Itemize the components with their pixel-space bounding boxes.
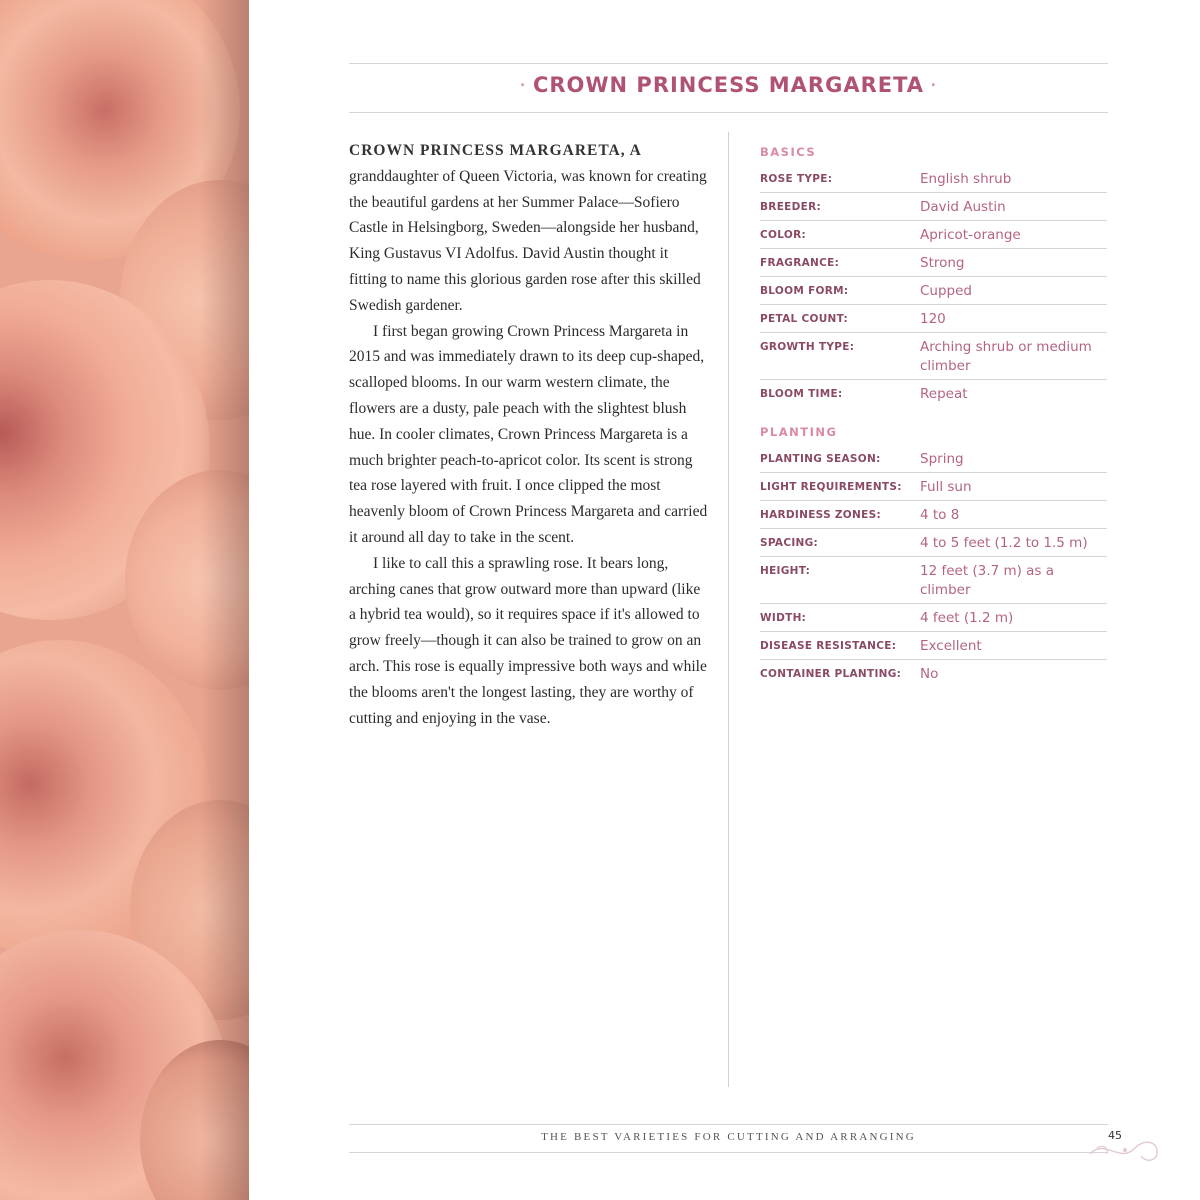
title-dot-left: · [519,73,527,97]
flourish-ornament-icon [1085,1118,1165,1168]
lead-in: CROWN PRINCESS MARGARETA, A [349,142,642,159]
basics-heading: BASICS [760,145,817,159]
spec-key: GROWTH TYPE: [760,341,855,353]
paragraph-3: I like to call this a sprawling rose. It bears long, arching canes that grow outward more than upward (like a hybrid tea would), so it requires space if it's allowed to grow freely—though it can also be trained to grow on an arch. This rose is equally impressive both ways and while the blooms aren't the longest lasting, they are worthy of cutting and enjoying in the vase. [349,554,707,727]
spec-row [760,305,1107,333]
paragraph-2: I first began growing Crown Princess Margareta in 2015 and was immediately drawn to its deep cup-shaped, scalloped blooms. In our warm western climate, the flowers are a dusty, pale peach with the slightest blush hue. In cooler climates, Crown Princess Margareta is a much brighter peach-to-apricot color. Its scent is strong tea rose layered with fruit. I once clipped the most heavenly bloom of Crown Princess Margareta and carried it around all day to take in the scent. [349,322,708,546]
spec-row [760,249,1107,277]
spec-key: PETAL COUNT: [760,313,849,325]
title-rule-top [349,63,1108,64]
spec-value: Excellent [920,638,982,654]
spec-key: BLOOM FORM: [760,285,849,297]
spec-value: 4 feet (1.2 m) [920,610,1014,626]
spec-table [760,141,1107,687]
spec-row [760,380,1107,407]
spec-value: David Austin [920,199,1006,215]
spec-row [760,660,1107,687]
footer-rule-top [349,1124,1108,1125]
running-head: THE BEST VARIETIES FOR CUTTING AND ARRANGING [541,1131,916,1143]
spec-value: English shrub [920,171,1012,187]
spec-value: Arching shrub or medium climber [920,339,1092,374]
paragraph-1 [349,138,709,319]
spec-key: ROSE TYPE: [760,173,833,185]
spec-value: 4 to 8 [920,507,960,523]
footer-rule-bottom [349,1152,1108,1153]
title-text: CROWN PRINCESS MARGARETA [532,73,925,97]
page-title [349,73,1108,97]
page-number: 45 [1108,1129,1122,1142]
spec-row [760,473,1107,501]
spec-value: No [920,666,939,682]
spec-row [760,557,1107,604]
spec-row [760,445,1107,473]
spec-key: SPACING: [760,537,819,549]
spec-row [760,193,1107,221]
spec-key: LIGHT REQUIREMENTS: [760,481,902,493]
title-dot-right: · [930,73,938,97]
spec-row [760,632,1107,660]
spec-value: Full sun [920,479,972,495]
spec-row [760,604,1107,632]
spec-value: Repeat [920,386,968,402]
body-text [349,138,709,731]
spec-value: 120 [920,311,946,327]
spec-row [760,333,1107,380]
spec-key: FRAGRANCE: [760,257,840,269]
paragraph-1-rest: granddaughter of Queen Victoria, was known for creating the beautiful gardens at her Summer Palace—Sofiero Castle in Helsingborg, Sweden—alongside her husband, King Gustavus VI Adolfus. David Austin thought it fitting to name this glorious garden rose after this skilled Swedish gardener. [349,167,707,314]
spec-value: Spring [920,451,964,467]
spec-key: PLANTING SEASON: [760,453,881,465]
spec-row [760,221,1107,249]
spec-value: Apricot-orange [920,227,1021,243]
spec-key: CONTAINER PLANTING: [760,668,902,680]
title-rule-bottom [349,112,1108,113]
spec-value: 4 to 5 feet (1.2 to 1.5 m) [920,535,1088,551]
planting-heading: PLANTING [760,425,838,439]
rose-photo [0,0,249,1200]
spec-key: BREEDER: [760,201,822,213]
spec-row [760,501,1107,529]
spec-row [760,277,1107,305]
spec-key: DISEASE RESISTANCE: [760,640,897,652]
spec-row [760,529,1107,557]
spec-key: WIDTH: [760,612,807,624]
spec-key: COLOR: [760,229,806,241]
column-divider [728,132,729,1087]
spec-value: Strong [920,255,965,271]
spec-key: HARDINESS ZONES: [760,509,881,521]
spec-key: BLOOM TIME: [760,388,843,400]
spec-value: Cupped [920,283,972,299]
spec-value: 12 feet (3.7 m) as a climber [920,563,1055,598]
spec-key: HEIGHT: [760,565,811,577]
spec-row [760,165,1107,193]
